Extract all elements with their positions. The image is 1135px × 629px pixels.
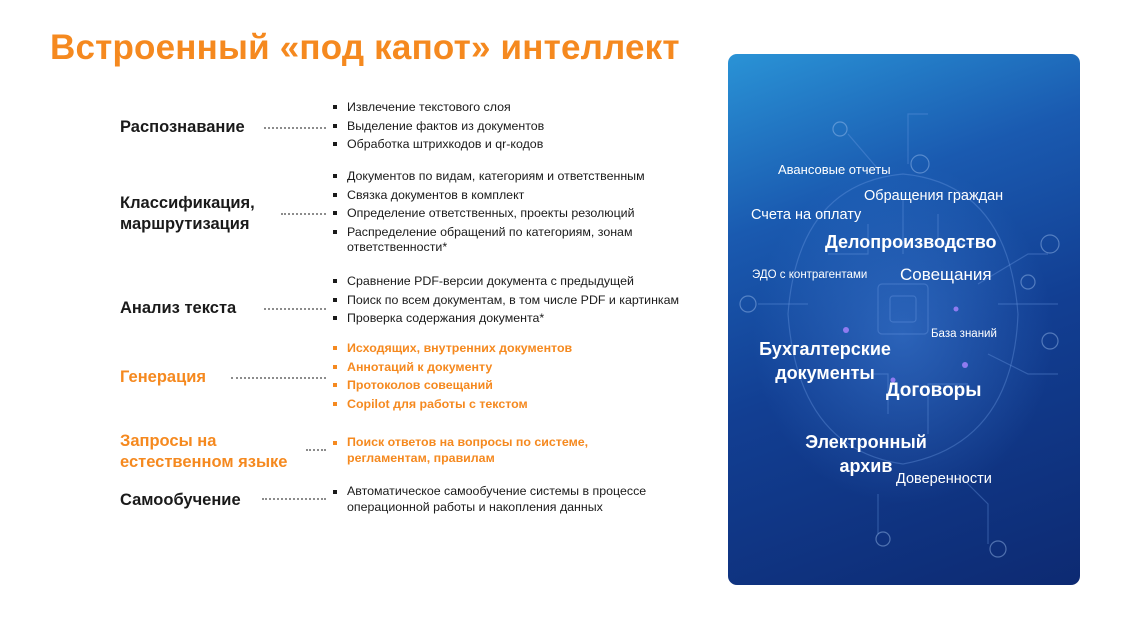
word-arhiv-line-2: архив — [839, 456, 893, 476]
section-label: Генерация — [120, 368, 207, 386]
list-item: Связка документов в комплект — [333, 186, 677, 205]
list-item: Поиск по всем документам, в том числе PDF и картинкам — [333, 291, 679, 310]
word-obrashcheniya: Обращения граждан — [864, 188, 1004, 204]
section-label-line-2: маршрутизация — [120, 215, 250, 233]
list-item: Протоколов совещаний — [333, 376, 572, 395]
word-soveshchaniya: Совещания — [900, 265, 992, 284]
word-buh-line-1: Бухгалтерские — [759, 339, 891, 359]
word-scheta: Счета на оплату — [751, 207, 862, 223]
page-title: Встроенный «под капот» интеллект — [50, 28, 680, 67]
word-arhiv-line-1: Электронный — [805, 432, 927, 452]
bullet-list — [333, 98, 544, 154]
list-item: Обработка штрихкодов и qr-кодов — [333, 135, 544, 154]
bullet-list — [333, 483, 687, 515]
list-item: Распределение обращений по категориям, зонам ответственности* — [333, 223, 677, 255]
word-baza: База знаний — [931, 328, 997, 340]
list-item: Выделение фактов из документов — [333, 117, 544, 136]
section-label-line-1: Запросы на — [120, 432, 217, 450]
list-item: Сравнение PDF-версии документа с предыдущей — [333, 272, 679, 291]
word-doverennosti: Доверенности — [896, 471, 992, 487]
bullet-list — [333, 272, 679, 328]
bullet-list — [333, 434, 637, 466]
list-item: Извлечение текстового слоя — [333, 98, 544, 117]
section-label: Самообучение — [120, 491, 241, 509]
list-item: Автоматическое самообучение системы в процессе операционной работы и накопления данных — [333, 483, 687, 515]
word-cloud-panel — [728, 54, 1080, 585]
bullet-list — [333, 339, 572, 413]
list-item: Исходящих, внутренних документов — [333, 339, 572, 358]
dotted-connector — [281, 213, 326, 215]
section-label: Распознавание — [120, 118, 245, 136]
dotted-connector — [306, 449, 326, 451]
section-label-line-1: Классификация, — [120, 194, 255, 212]
circuit-brain-illustration — [728, 54, 1080, 585]
list-item: Определение ответственных, проекты резолюций — [333, 204, 677, 223]
word-edo: ЭДО с контрагентами — [752, 269, 868, 281]
dotted-connector — [264, 127, 326, 129]
list-item: Поиск ответов на вопросы по системе, регламентам, правилам — [333, 434, 637, 466]
word-buh-line-2: документы — [775, 363, 875, 383]
word-dogovory: Договоры — [886, 380, 982, 401]
dotted-connector — [231, 377, 326, 379]
dotted-connector — [262, 498, 326, 500]
list-item: Проверка содержания документа* — [333, 309, 679, 328]
section-label-line-2: естественном языке — [120, 453, 288, 471]
list-item: Copilot для работы с текстом — [333, 395, 572, 414]
dotted-connector — [264, 308, 326, 310]
bullet-list — [333, 167, 677, 255]
list-item: Аннотаций к документу — [333, 358, 572, 377]
section-label: Анализ текста — [120, 299, 237, 317]
word-deloproizvodstvo: Делопроизводство — [825, 232, 997, 252]
word-avans: Авансовые отчеты — [778, 162, 891, 177]
list-item: Документов по видам, категориям и ответственным — [333, 167, 677, 186]
